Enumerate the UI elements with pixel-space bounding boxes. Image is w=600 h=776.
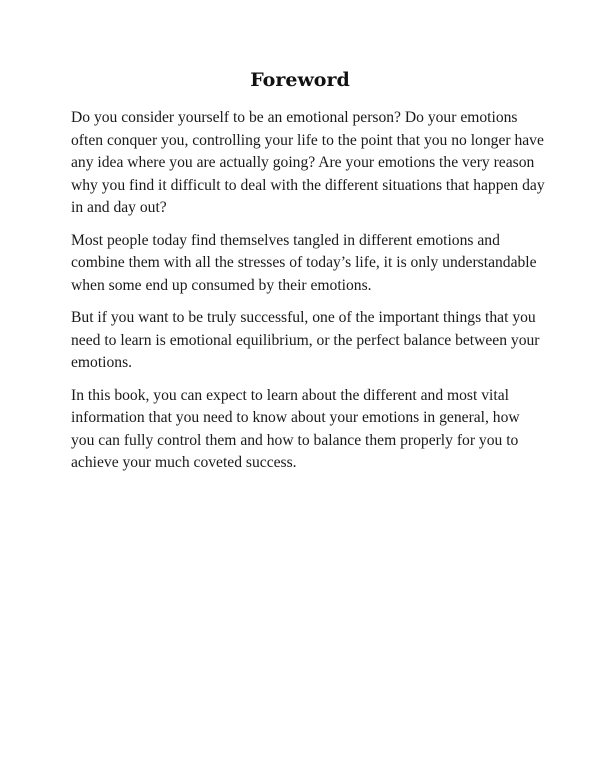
text-line: why you find it difficult to deal with the different situations that happen day	[71, 176, 545, 194]
text-line: in and day out?	[71, 199, 167, 216]
text-line: any idea where you are actually going? Are your emotions the very reason	[71, 154, 535, 171]
text-line: Most people today find themselves tangled in different emotions and	[71, 231, 500, 249]
text-line: achieve your much coveted success.	[71, 454, 297, 471]
paragraph-1	[71, 107, 545, 220]
paragraph-4	[71, 385, 541, 475]
text-line: information that you need to know about your emotions in general, how	[71, 409, 520, 426]
paragraph-3	[71, 307, 541, 375]
text-line: need to learn is emotional equilibrium, or the perfect balance between your	[71, 331, 540, 349]
text-line: Do you consider yourself to be an emotional person? Do your emotions	[71, 109, 518, 126]
text-line: In this book, you can expect to learn about the different and most vital	[71, 386, 509, 404]
body-text	[71, 107, 545, 485]
text-line: when some end up consumed by their emotions.	[71, 276, 372, 294]
text-line: combine them with all the stresses of today’s life, it is only understandable	[71, 254, 537, 271]
text-line: emotions.	[71, 354, 133, 371]
text-line: But if you want to be truly successful, one of the important things that you	[71, 309, 536, 326]
text-line: you can fully control them and how to balance them properly for you to	[71, 431, 519, 449]
page-title: Foreword	[250, 69, 350, 91]
paragraph-2	[71, 230, 541, 298]
text-line: often conquer you, controlling your life to the point that you no longer have	[71, 131, 544, 149]
